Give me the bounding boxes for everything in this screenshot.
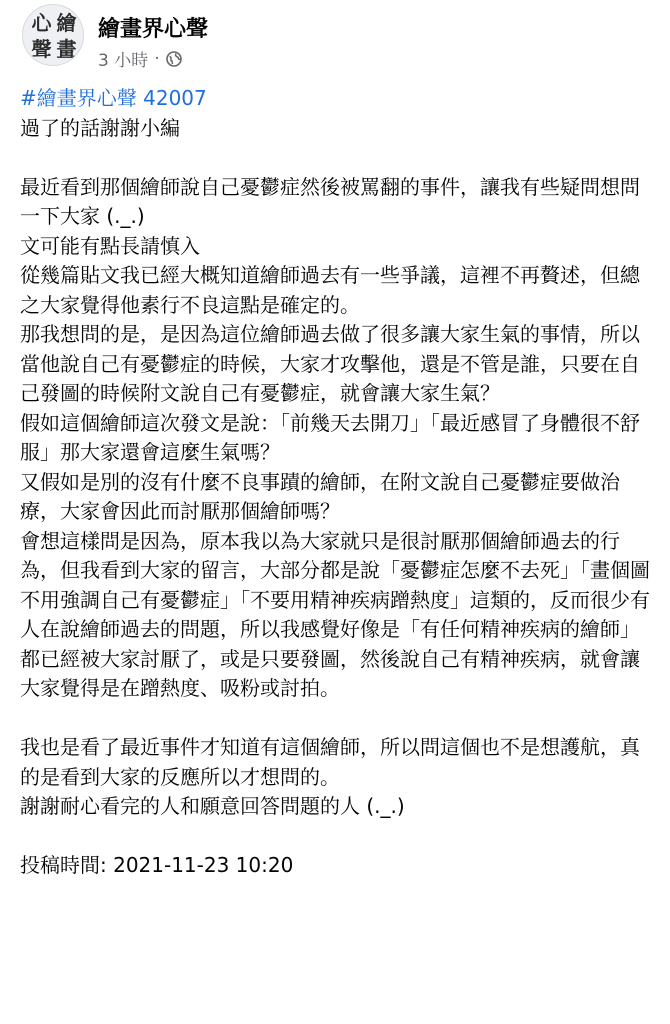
post-closing: 我也是看了最近事件才知道有這個繪師，所以問這個也不是想護航，真的是看到大家的反應所以才想問的。 — [20, 735, 640, 789]
avatar-char: 繪 — [56, 11, 77, 35]
avatar-logo — [29, 10, 79, 62]
post-closing: 謝謝耐心看完的人和願意回答問題的人 (._.) — [20, 794, 405, 818]
page-avatar[interactable] — [22, 4, 84, 66]
avatar-char: 心 — [31, 11, 52, 35]
hashtag-link[interactable]: #繪畫界心聲 42007 — [20, 86, 207, 110]
post-paragraph: 那我想問的是，是因為這位繪師過去做了很多讓大家生氣的事情，所以當他說自己有憂鬱症的時候，大家才攻擊他，還是不管是誰，只要在自己發圖的時候附文說自己有憂鬱症，就會讓大家生氣？ — [20, 322, 640, 405]
paragraph-spacer — [20, 704, 650, 734]
globe-icon[interactable] — [166, 51, 182, 67]
post-intro: 過了的話謝謝小編 — [20, 115, 180, 140]
paragraph-spacer — [20, 822, 650, 852]
avatar-char: 畫 — [56, 37, 77, 61]
meta-separator: · — [154, 48, 160, 69]
post-paragraph: 又假如是別的沒有什麼不良事蹟的繪師，在附文說自己憂鬱症要做治療，大家會因此而討厭那個繪師嗎？ — [20, 469, 620, 523]
post-paragraph: 最近看到那個繪師說自己憂鬱症然後被罵翻的事件，讓我有些疑問想問一下大家 (._.) — [20, 174, 640, 228]
post-paragraph: 從幾篇貼文我已經大概知道繪師過去有一些爭議，這裡不再贅述，但總之大家覺得他素行不良這點是確定的。 — [20, 263, 640, 317]
paragraph-spacer — [20, 143, 650, 173]
post-header — [0, 0, 670, 80]
post-meta — [98, 46, 182, 71]
post-paragraph: 文可能有點長請慎入 — [20, 233, 200, 258]
post-paragraph: 假如這個繪師這次發文是說：「前幾天去開刀」「最近感冒了身體很不舒服」那大家還會這麼生氣嗎？ — [20, 410, 640, 464]
post-paragraph: 會想這樣問是因為，原本我以為大家就只是很討厭那個繪師過去的行為，但我看到大家的留言，大部分都是說「憂鬱症怎麼不去死」「畫個圖不用強調自己有憂鬱症」「不要用精神疾病蹭熱度」這類的，反而很少有人在說繪師過去的問題，所以我感覺好像是「有任何精神疾病的繪師」都已經被大家討厭了，或是只要發圖，然後說自己有精神疾病，就會讓大家覺得是在蹭熱度、吸粉或討拍。 — [20, 528, 650, 700]
page-name-link[interactable]: 繪畫界心聲 — [98, 17, 209, 42]
post-timestamp[interactable]: 3 小時 — [98, 51, 149, 71]
avatar-char: 聲 — [31, 37, 52, 61]
post-body — [20, 84, 650, 881]
submission-time: 投稿時間: 2021-11-23 10:20 — [20, 853, 294, 877]
